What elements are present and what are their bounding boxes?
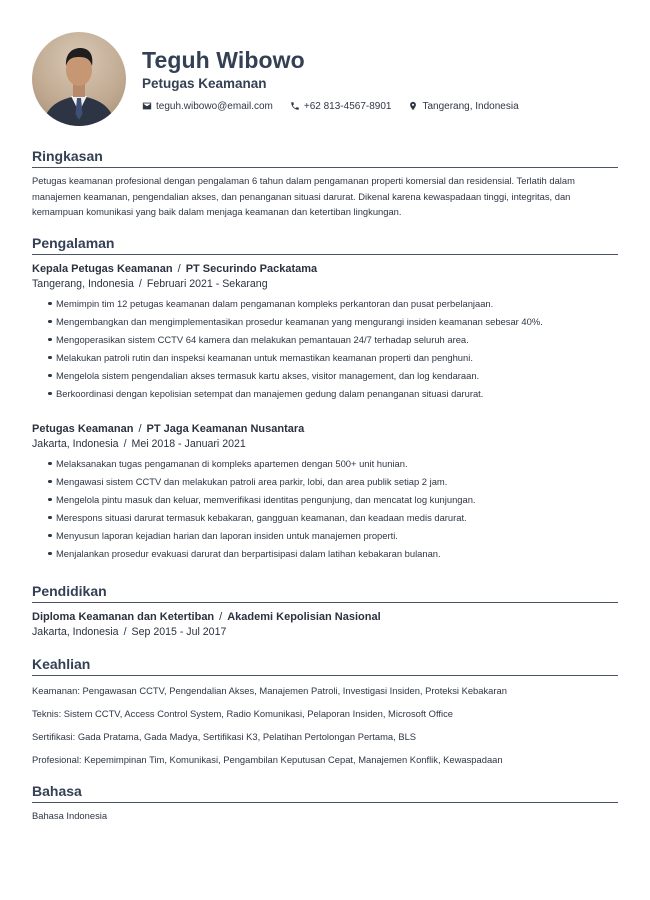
contact-phone[interactable] <box>290 101 392 112</box>
job-title: Petugas Keamanan <box>142 75 267 91</box>
education-period: Sep 2015 - Jul 2017 <box>131 625 227 638</box>
job-location: Tangerang, Indonesia <box>32 277 134 290</box>
job-meta: Tangerang, Indonesia / Februari 2021 - Sekarang <box>32 277 268 290</box>
list-item: Melakukan patroli rutin dan inspeksi keamanan untuk memastikan keamanan properti dan penghuni. <box>48 349 618 367</box>
languages-section <box>32 783 618 823</box>
job-bullets <box>32 455 618 563</box>
job-role: Kepala Petugas Keamanan <box>32 262 173 275</box>
email-text: teguh.wibowo@email.com <box>156 100 273 112</box>
experience-heading: Pengalaman <box>32 235 618 255</box>
phone-icon <box>290 101 300 111</box>
profile-photo-icon <box>32 32 126 126</box>
skill-line: Keamanan: Pengawasan CCTV, Pengendalian Akses, Manajemen Patroli, Investigasi Insiden, Proteksi Kebakaran <box>32 684 507 696</box>
list-item: Menjalankan prosedur evakuasi darurat dan berpartisipasi dalam latihan kebakaran bulanan. <box>48 545 618 563</box>
list-item: Memimpin tim 12 petugas keamanan dalam pengamanan kompleks perkantoran dan pusat perbelanjaan. <box>48 295 618 313</box>
job-entry <box>32 422 618 563</box>
job-heading: Petugas Keamanan / PT Jaga Keamanan Nusantara <box>32 422 305 435</box>
job-meta: Jakarta, Indonesia / Mei 2018 - Januari 2021 <box>32 437 246 450</box>
contact-info <box>142 101 536 112</box>
education-degree: Diploma Keamanan dan Ketertiban <box>32 610 215 623</box>
job-period: Februari 2021 - Sekarang <box>146 277 268 290</box>
header-text <box>142 47 536 112</box>
avatar <box>32 32 126 126</box>
education-heading-line: Diploma Keamanan dan Ketertiban / Akademi Kepolisian Nasional <box>32 610 381 623</box>
list-item: Mengembangkan dan mengimplementasikan prosedur keamanan yang mengurangi insiden keamanan sebesar 40%. <box>48 313 618 331</box>
list-item: Berkoordinasi dengan kepolisian setempat dan manajemen gedung dalam penanganan situasi darurat. <box>48 385 618 403</box>
location-text: Tangerang, Indonesia <box>422 100 519 112</box>
job-company: PT Securindo Packatama <box>185 262 318 275</box>
experience-section <box>32 235 618 563</box>
skills-heading: Keahlian <box>32 656 618 676</box>
list-item: Merespons situasi darurat termasuk kebakaran, gangguan keamanan, dan keadaan medis darurat. <box>48 509 618 527</box>
phone-text: +62 813-4567-8901 <box>303 100 392 112</box>
candidate-name: Teguh Wibowo <box>142 46 305 73</box>
summary-heading: Ringkasan <box>32 148 618 168</box>
job-heading: Kepala Petugas Keamanan / PT Securindo Packatama <box>32 262 318 275</box>
contact-location <box>408 101 518 112</box>
job-company: PT Jaga Keamanan Nusantara <box>146 422 305 435</box>
education-section <box>32 583 618 639</box>
skills-section <box>32 656 618 767</box>
education-meta: Jakarta, Indonesia / Sep 2015 - Jul 2017 <box>32 625 227 638</box>
summary-section <box>32 148 618 220</box>
list-item: Mengelola pintu masuk dan keluar, memverifikasi identitas pengunjung, dan mencatat log kunjungan. <box>48 491 618 509</box>
languages-heading: Bahasa <box>32 783 618 803</box>
skill-line: Profesional: Kepemimpinan Tim, Komunikasi, Pengambilan Keputusan Cepat, Manajemen Konflik, Kewaspadaan <box>32 753 503 765</box>
education-entry <box>32 610 618 639</box>
map-pin-icon <box>408 101 418 111</box>
job-period: Mei 2018 - Januari 2021 <box>131 437 246 450</box>
skill-line: Teknis: Sistem CCTV, Access Control System, Radio Komunikasi, Pelaporan Insiden, Microsoft Office <box>32 707 454 719</box>
skill-line: Sertifikasi: Gada Pratama, Gada Madya, Sertifikasi K3, Pelatihan Pertolongan Pertama, BLS <box>32 730 417 742</box>
summary-text: Petugas keamanan profesional dengan pengalaman 6 tahun dalam pengamanan properti komersial dan residensial. Terlatih dalam manajemen keamanan, pengendalian akses, dan penanganan situasi darurat. Dikenal karena kewaspadaan tinggi, integritas, dan kemampuan komunikasi yang baik dalam menjaga keamanan dan ketertiban lingkungan. <box>32 175 575 217</box>
envelope-icon <box>142 101 152 111</box>
job-role: Petugas Keamanan <box>32 422 134 435</box>
list-item: Menyusun laporan kejadian harian dan laporan insiden untuk manajemen properti. <box>48 527 618 545</box>
list-item: Melaksanakan tugas pengamanan di kompleks apartemen dengan 500+ unit hunian. <box>48 455 618 473</box>
education-school: Akademi Kepolisian Nasional <box>227 610 381 623</box>
language-item: Bahasa Indonesia <box>32 809 108 821</box>
resume-header <box>32 32 618 126</box>
education-heading: Pendidikan <box>32 583 618 603</box>
list-item: Mengelola sistem pengendalian akses termasuk kartu akses, visitor management, dan log kendaraan. <box>48 367 618 385</box>
list-item: Mengoperasikan sistem CCTV 64 kamera dan melakukan pemantauan 24/7 terhadap seluruh area. <box>48 331 618 349</box>
education-location: Jakarta, Indonesia <box>32 625 119 638</box>
list-item: Mengawasi sistem CCTV dan melakukan patroli area parkir, lobi, dan area publik setiap 2 jam. <box>48 473 618 491</box>
contact-email[interactable] <box>142 101 273 112</box>
job-bullets <box>32 295 618 403</box>
job-location: Jakarta, Indonesia <box>32 437 119 450</box>
job-entry <box>32 262 618 403</box>
